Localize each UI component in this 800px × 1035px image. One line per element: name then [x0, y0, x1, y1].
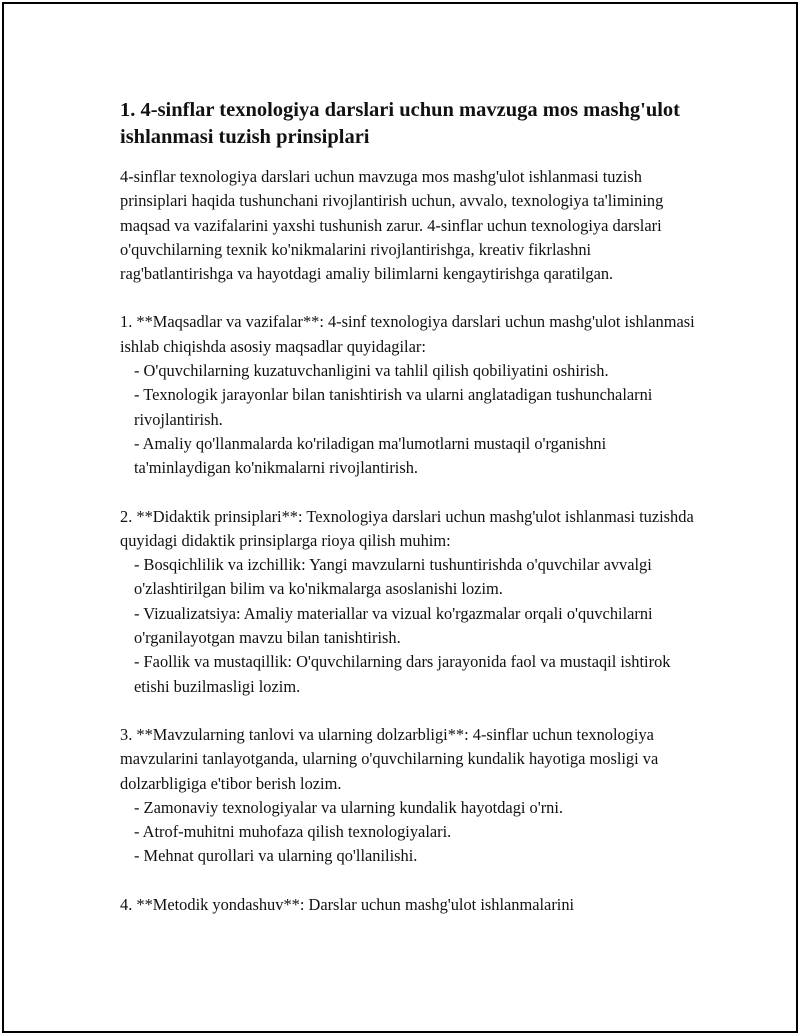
paragraph-gap — [120, 699, 695, 723]
section-1-bullet: - Amaliy qo'llanmalarda ko'riladigan ma'lumotlarni mustaqil o'rganishni ta'minlaydigan ko'nikmalarni rivojlantirish. — [134, 433, 607, 478]
paragraph-gap — [120, 481, 695, 505]
paragraph-gap — [120, 869, 695, 893]
document-content — [120, 97, 695, 917]
section-3-bullet: - Atrof-muhitni muhofaza qilish texnologiyalari. — [134, 822, 452, 842]
paragraph-gap — [120, 286, 695, 310]
section-3-bullet: - Zamonaviy texnologiyalar va ularning kundalik hayotdagi o'rni. — [134, 797, 563, 817]
section-3-heading: 3. **Mavzularning tanlovi va ularning dolzarbligi**: 4-sinflar uchun texnologiya mavzularini tanlayotganda, ularning o'quvchilarning kundalik hayotiga mosligi va dolzarbligiga e'tibor berish lozim. — [120, 724, 659, 793]
section-2-bullet: - Vizualizatsiya: Amaliy materiallar va vizual ko'rgazmalar orqali o'quvchilarni o'rganilayotgan mavzu bilan tanishtirish. — [134, 603, 653, 648]
section-1-bullet: - O'quvchilarning kuzatuvchanligini va tahlil qilish qobiliyatini oshirish. — [134, 361, 609, 381]
section-1-heading: 1. **Maqsadlar va vazifalar**: 4-sinf texnologiya darslari uchun mashg'ulot ishlanmasi ishlab chiqishda asosiy maqsadlar quyidagilar: — [120, 312, 695, 356]
section-2-heading: 2. **Didaktik prinsiplari**: Texnologiya darslari uchun mashg'ulot ishlanmasi tuzishda quyidagi didaktik prinsiplarga rioya qilish muhim: — [120, 506, 694, 550]
intro-paragraph: 4-sinflar texnologiya darslari uchun mavzuga mos mashg'ulot ishlanmasi tuzish prinsiplari haqida tushunchani rivojlantirish uchun, avvalo, texnologiya ta'limining maqsad va vazifalarini yaxshi tushunish zarur. 4-sinflar uchun texnologiya darslari o'quvchilarning texnik ko'nikmalarini rivojlantirishga, kreativ fikrlashni rag'batlantirishga va hayotdagi amaliy bilimlarni kengaytirishga qaratilgan. — [120, 167, 664, 284]
section-title: 1. 4-sinflar texnologiya darslari uchun mavzuga mos mashg'ulot ishlanmasi tuzish prinsiplari — [120, 99, 680, 148]
section-2-bullet: - Bosqichlilik va izchillik: Yangi mavzularni tushuntirishda o'quvchilar avvalgi o'zlashtirilgan bilim va ko'nikmalarga asoslanishi lozim. — [134, 555, 652, 599]
section-2-bullet: - Faollik va mustaqillik: O'quvchilarning dars jarayonida faol va mustaqil ishtirok etishi buzilmasligi lozim. — [134, 652, 671, 696]
document-page — [2, 2, 798, 1033]
section-1-bullet: - Texnologik jarayonlar bilan tanishtirish va ularni anglatadigan tushunchalarni rivojlantirish. — [134, 385, 653, 429]
section-4-heading: 4. **Metodik yondashuv**: Darslar uchun mashg'ulot ishlanmalarini — [120, 894, 575, 914]
section-3-bullet: - Mehnat qurollari va ularning qo'llanilishi. — [134, 846, 418, 866]
